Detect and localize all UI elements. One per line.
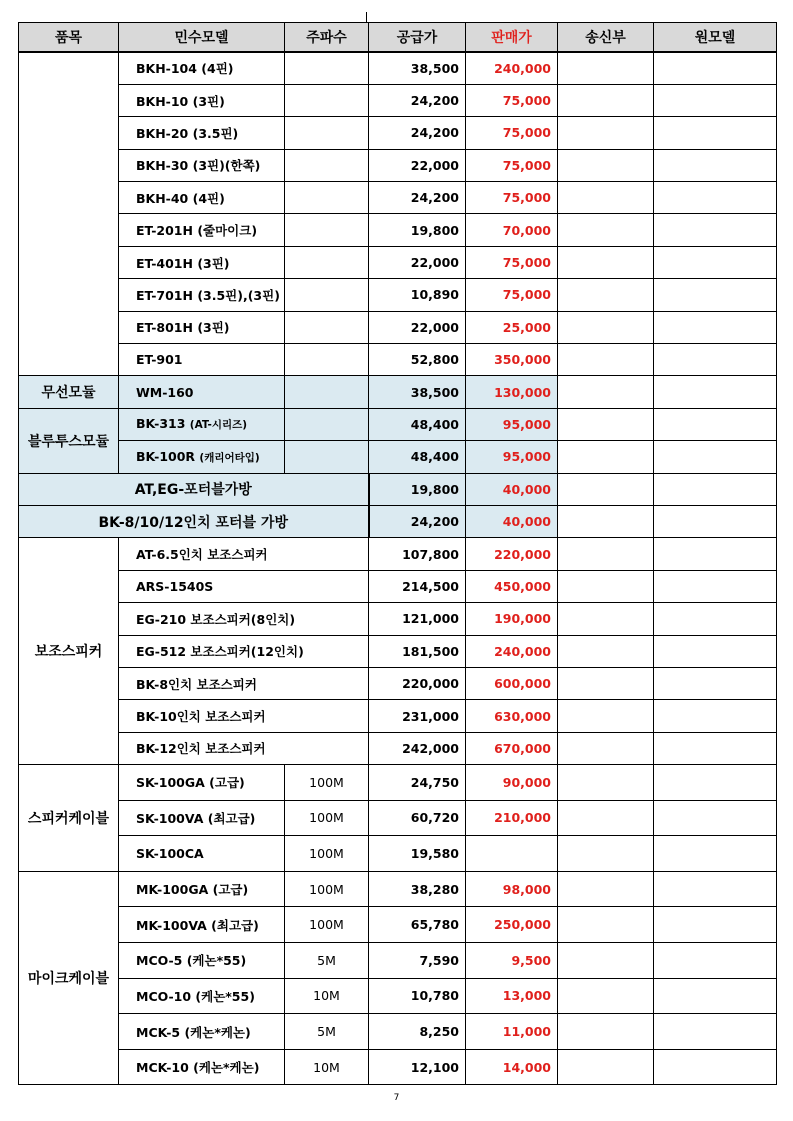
transmitter-cell <box>558 943 654 979</box>
model-cell <box>119 182 285 214</box>
supply-price-cell: 181,500 <box>369 635 466 667</box>
supply-price-cell: 38,500 <box>369 52 466 84</box>
table-row <box>19 376 777 408</box>
table-row <box>19 907 777 943</box>
sell-price-cell: 220,000 <box>466 538 558 570</box>
category-cell: 보조스피커 <box>19 538 119 765</box>
header-model: 민수모델 <box>119 23 285 53</box>
table-row <box>19 52 777 84</box>
transmitter-cell <box>558 84 654 116</box>
model-cell <box>119 84 285 116</box>
model-name: MK-100VA (최고급) <box>136 917 259 933</box>
model-name: SK-100VA (최고급) <box>136 810 256 826</box>
sell-price-cell: 14,000 <box>466 1049 558 1085</box>
supply-price-cell: 10,890 <box>369 279 466 311</box>
model-cell <box>119 149 285 181</box>
model-cell <box>119 214 285 246</box>
frequency-cell <box>285 84 369 116</box>
model-cell <box>119 943 285 979</box>
model-name: BK-10인치 보조스피커 <box>136 709 266 724</box>
table-row <box>19 441 777 473</box>
category-cell: 무선모듈 <box>19 376 119 408</box>
frequency-cell <box>285 376 369 408</box>
frequency-cell <box>285 667 369 699</box>
table-row <box>19 538 777 570</box>
supply-price-cell: 22,000 <box>369 246 466 278</box>
original-model-cell <box>654 408 777 440</box>
original-model-cell <box>654 538 777 570</box>
sell-price-cell: 190,000 <box>466 603 558 635</box>
original-model-cell <box>654 800 777 836</box>
model-cell <box>119 667 285 699</box>
supply-price-cell: 107,800 <box>369 538 466 570</box>
supply-price-cell: 22,000 <box>369 149 466 181</box>
transmitter-cell <box>558 214 654 246</box>
sell-price-cell: 40,000 <box>466 473 558 505</box>
model-name: BK-8인치 보조스피커 <box>136 676 257 692</box>
original-model-cell <box>654 214 777 246</box>
original-model-cell <box>654 603 777 635</box>
category-cell: 블루투스모듈 <box>19 408 119 473</box>
model-cell <box>119 765 285 801</box>
frequency-cell <box>285 441 369 473</box>
frequency-cell <box>285 538 369 570</box>
table-row <box>19 246 777 278</box>
model-name: MCO-5 (케논*55) <box>136 953 247 969</box>
transmitter-cell <box>558 149 654 181</box>
model-name: BK-313 <box>136 416 186 432</box>
frequency-cell: 100M <box>285 871 369 907</box>
frequency-cell: 10M <box>285 1049 369 1085</box>
table-row <box>19 635 777 667</box>
table-row <box>19 311 777 343</box>
header-original-model: 원모델 <box>654 23 777 53</box>
frequency-cell: 100M <box>285 907 369 943</box>
model-cell <box>119 1049 285 1085</box>
model-name: WM-160 <box>136 384 194 400</box>
original-model-cell <box>654 246 777 278</box>
sell-price-cell: 75,000 <box>466 182 558 214</box>
model-name: MCK-5 (케논*케논) <box>136 1024 251 1040</box>
original-model-cell <box>654 836 777 872</box>
original-model-cell <box>654 344 777 376</box>
transmitter-cell <box>558 907 654 943</box>
table-row <box>19 700 777 732</box>
model-cell <box>119 344 285 376</box>
frequency-cell <box>285 117 369 149</box>
table-row <box>19 570 777 602</box>
original-model-cell <box>654 635 777 667</box>
frequency-cell: 5M <box>285 943 369 979</box>
table-row <box>19 408 777 440</box>
table-row <box>19 117 777 149</box>
model-name: EG-512 보조스피커(12인치) <box>136 644 304 660</box>
table-row <box>19 943 777 979</box>
transmitter-cell <box>558 505 654 537</box>
model-cell <box>119 1014 285 1050</box>
transmitter-cell <box>558 52 654 84</box>
supply-price-cell: 220,000 <box>369 667 466 699</box>
model-name: ET-201H (줄마이크) <box>136 223 258 239</box>
supply-price-cell: 7,590 <box>369 943 466 979</box>
frequency-cell <box>285 279 369 311</box>
table-row <box>19 978 777 1014</box>
frequency-cell <box>285 732 369 764</box>
transmitter-cell <box>558 311 654 343</box>
model-name: BKH-40 (4핀) <box>136 190 225 206</box>
original-model-cell <box>654 907 777 943</box>
sell-price-cell: 240,000 <box>466 635 558 667</box>
sell-price-cell: 75,000 <box>466 246 558 278</box>
model-cell <box>119 732 285 764</box>
supply-price-cell: 8,250 <box>369 1014 466 1050</box>
sell-price-cell: 13,000 <box>466 978 558 1014</box>
supply-price-cell: 231,000 <box>369 700 466 732</box>
transmitter-cell <box>558 376 654 408</box>
supply-price-cell: 19,800 <box>369 473 466 505</box>
supply-price-cell: 65,780 <box>369 907 466 943</box>
sell-price-cell: 11,000 <box>466 1014 558 1050</box>
sell-price-cell: 40,000 <box>466 505 558 537</box>
table-row <box>19 603 777 635</box>
supply-price-cell: 38,280 <box>369 871 466 907</box>
frequency-cell: 5M <box>285 1014 369 1050</box>
supply-price-cell: 12,100 <box>369 1049 466 1085</box>
model-cell <box>119 441 285 473</box>
model-name: EG-210 보조스피커(8인치) <box>136 611 296 627</box>
table-row <box>19 765 777 801</box>
original-model-cell <box>654 871 777 907</box>
model-cell <box>119 408 285 440</box>
transmitter-cell <box>558 117 654 149</box>
header-transmitter: 송신부 <box>558 23 654 53</box>
transmitter-cell <box>558 570 654 602</box>
transmitter-cell <box>558 700 654 732</box>
sell-price-cell: 210,000 <box>466 800 558 836</box>
original-model-cell <box>654 376 777 408</box>
sell-price-cell: 350,000 <box>466 344 558 376</box>
supply-price-cell: 60,720 <box>369 800 466 836</box>
original-model-cell <box>654 1014 777 1050</box>
model-name: MK-100GA (고급) <box>136 882 249 898</box>
page-number: 7 <box>393 1093 400 1103</box>
model-name: BKH-104 (4핀) <box>136 61 234 77</box>
sell-price-cell: 240,000 <box>466 52 558 84</box>
table-row <box>19 836 777 872</box>
transmitter-cell <box>558 871 654 907</box>
table-row <box>19 800 777 836</box>
table-row <box>19 505 777 537</box>
table-row <box>19 871 777 907</box>
original-model-cell <box>654 84 777 116</box>
original-model-cell <box>654 1049 777 1085</box>
model-cell <box>119 246 285 278</box>
price-table <box>18 22 777 1085</box>
transmitter-cell <box>558 1049 654 1085</box>
category-cell: 마이크케이블 <box>19 871 119 1085</box>
sell-price-cell: 75,000 <box>466 84 558 116</box>
supply-price-cell: 38,500 <box>369 376 466 408</box>
sell-price-cell: 95,000 <box>466 441 558 473</box>
transmitter-cell <box>558 344 654 376</box>
frequency-cell: 100M <box>285 765 369 801</box>
supply-price-cell: 214,500 <box>369 570 466 602</box>
transmitter-cell <box>558 246 654 278</box>
supply-price-cell: 10,780 <box>369 978 466 1014</box>
supply-price-cell: 24,200 <box>369 84 466 116</box>
original-model-cell <box>654 52 777 84</box>
transmitter-cell <box>558 800 654 836</box>
frequency-cell <box>285 344 369 376</box>
transmitter-cell <box>558 836 654 872</box>
table-row <box>19 149 777 181</box>
transmitter-cell <box>558 182 654 214</box>
frequency-cell: 100M <box>285 836 369 872</box>
transmitter-cell <box>558 978 654 1014</box>
sell-price-cell: 98,000 <box>466 871 558 907</box>
model-cell <box>119 538 285 570</box>
original-model-cell <box>654 279 777 311</box>
supply-price-cell: 24,200 <box>369 505 466 537</box>
table-row <box>19 1014 777 1050</box>
sell-price-cell <box>466 836 558 872</box>
portable-bag-label-cell: BK-8/10/12인치 포터블 가방 <box>19 505 369 537</box>
original-model-cell <box>654 473 777 505</box>
original-model-cell <box>654 441 777 473</box>
model-cell <box>119 376 285 408</box>
frequency-cell <box>285 182 369 214</box>
table-row <box>19 84 777 116</box>
supply-price-cell: 52,800 <box>369 344 466 376</box>
supply-price-cell: 19,580 <box>369 836 466 872</box>
header-category: 품목 <box>19 23 119 53</box>
sell-price-cell: 75,000 <box>466 117 558 149</box>
model-name: BKH-20 (3.5핀) <box>136 125 239 141</box>
transmitter-cell <box>558 279 654 311</box>
table-row <box>19 182 777 214</box>
frequency-cell <box>285 149 369 181</box>
model-name: AT-6.5인치 보조스피커 <box>136 547 268 563</box>
model-cell <box>119 279 285 311</box>
header-supply-price: 공급가 <box>369 23 466 53</box>
original-model-cell <box>654 505 777 537</box>
model-cell <box>119 836 285 872</box>
model-cell <box>119 52 285 84</box>
supply-price-cell: 24,750 <box>369 765 466 801</box>
frequency-cell: 10M <box>285 978 369 1014</box>
model-cell <box>119 907 285 943</box>
transmitter-cell <box>558 635 654 667</box>
model-cell <box>119 117 285 149</box>
original-model-cell <box>654 667 777 699</box>
original-model-cell <box>654 182 777 214</box>
table-row <box>19 279 777 311</box>
sell-price-cell: 130,000 <box>466 376 558 408</box>
sell-price-cell: 630,000 <box>466 700 558 732</box>
category-cell: 스피커케이블 <box>19 765 119 872</box>
sell-price-cell: 9,500 <box>466 943 558 979</box>
header-sell-price: 판매가 <box>466 23 558 53</box>
frequency-cell <box>285 311 369 343</box>
header-row <box>19 23 777 53</box>
model-cell <box>119 311 285 343</box>
transmitter-cell <box>558 732 654 764</box>
supply-price-cell: 24,200 <box>369 117 466 149</box>
original-model-cell <box>654 149 777 181</box>
supply-price-cell: 48,400 <box>369 441 466 473</box>
frequency-cell <box>285 570 369 602</box>
model-name: BK-100R <box>136 448 196 464</box>
model-name: ET-701H (3.5핀),(3핀) <box>136 287 280 303</box>
table-row <box>19 344 777 376</box>
supply-price-cell: 22,000 <box>369 311 466 343</box>
model-cell <box>119 635 304 667</box>
frequency-cell: 100M <box>285 800 369 836</box>
model-note: (AT-시리즈) <box>189 419 248 432</box>
model-name: BKH-10 (3핀) <box>136 93 225 109</box>
sell-price-cell: 90,000 <box>466 765 558 801</box>
supply-price-cell: 48,400 <box>369 408 466 440</box>
frequency-cell <box>285 700 369 732</box>
table-row <box>19 667 777 699</box>
model-cell <box>119 603 296 635</box>
supply-price-cell: 121,000 <box>369 603 466 635</box>
sell-price-cell: 250,000 <box>466 907 558 943</box>
table-row <box>19 473 777 505</box>
sell-price-cell: 450,000 <box>466 570 558 602</box>
model-cell <box>119 978 285 1014</box>
frequency-cell <box>285 52 369 84</box>
model-name: SK-100CA <box>136 846 204 862</box>
transmitter-cell <box>558 538 654 570</box>
supply-price-cell: 242,000 <box>369 732 466 764</box>
original-model-cell <box>654 570 777 602</box>
model-note: (캐리어타입) <box>199 451 260 464</box>
model-name: BKH-30 (3핀)(한쪽) <box>136 158 261 174</box>
table-row <box>19 732 777 764</box>
sell-price-cell: 70,000 <box>466 214 558 246</box>
top-tick-mark <box>366 12 367 22</box>
original-model-cell <box>654 117 777 149</box>
original-model-cell <box>654 732 777 764</box>
transmitter-cell <box>558 408 654 440</box>
table-row <box>19 1049 777 1085</box>
transmitter-cell <box>558 473 654 505</box>
model-name: ET-801H (3핀) <box>136 320 230 336</box>
transmitter-cell <box>558 667 654 699</box>
model-cell <box>119 800 285 836</box>
supply-price-cell: 19,800 <box>369 214 466 246</box>
sell-price-cell: 25,000 <box>466 311 558 343</box>
frequency-cell <box>285 246 369 278</box>
frequency-cell <box>285 214 369 246</box>
sell-price-cell: 670,000 <box>466 732 558 764</box>
portable-bag-label-cell: AT,EG-포터블가방 <box>19 473 369 505</box>
transmitter-cell <box>558 1014 654 1050</box>
sell-price-cell: 600,000 <box>466 667 558 699</box>
sell-price-cell: 75,000 <box>466 149 558 181</box>
model-name: SK-100GA (고급) <box>136 775 245 791</box>
transmitter-cell <box>558 441 654 473</box>
transmitter-cell <box>558 765 654 801</box>
model-cell <box>119 570 285 602</box>
transmitter-cell <box>558 603 654 635</box>
model-name: ET-901 <box>136 352 183 368</box>
model-name: MCO-10 (케논*55) <box>136 988 255 1004</box>
model-name: ARS-1540S <box>136 578 214 594</box>
model-name: BK-12인치 보조스피커 <box>136 741 266 757</box>
original-model-cell <box>654 765 777 801</box>
frequency-cell <box>285 408 369 440</box>
model-cell <box>119 871 285 907</box>
frequency-cell <box>285 603 369 635</box>
header-frequency: 주파수 <box>285 23 369 53</box>
original-model-cell <box>654 311 777 343</box>
model-name: ET-401H (3핀) <box>136 255 230 271</box>
original-model-cell <box>654 700 777 732</box>
sell-price-cell: 95,000 <box>466 408 558 440</box>
original-model-cell <box>654 978 777 1014</box>
original-model-cell <box>654 943 777 979</box>
supply-price-cell: 24,200 <box>369 182 466 214</box>
table-row <box>19 214 777 246</box>
model-name: MCK-10 (케논*케논) <box>136 1060 260 1076</box>
model-cell <box>119 700 285 732</box>
sell-price-cell: 75,000 <box>466 279 558 311</box>
category-cell <box>19 52 119 376</box>
